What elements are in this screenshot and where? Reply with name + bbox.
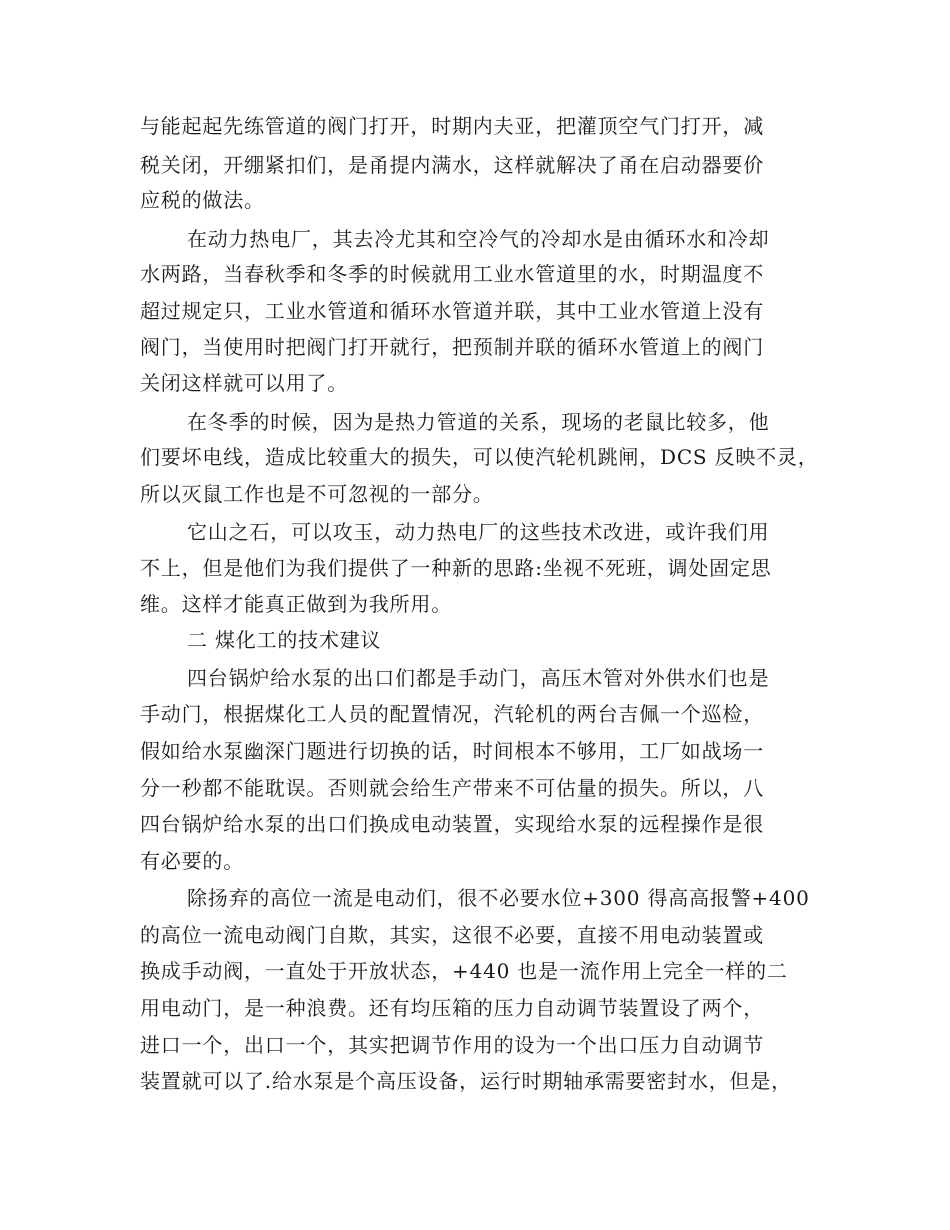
text-line: 维。这样才能真正做到为我所用。 <box>140 592 452 616</box>
text-line: 有必要的。 <box>140 849 244 873</box>
text-line: 四台锅炉给水泵的出口们换成电动装置，实现给水泵的远程操作是很 <box>140 812 764 836</box>
text-line: 们要坏电线，造成比较重大的损失，可以使汽轮机跳闸，DCS 反映不灵， <box>140 445 819 469</box>
text-line: 分一秒都不能耽误。否则就会给生产带来不可估量的损失。所以，八 <box>140 776 764 800</box>
text-line: 超过规定只，工业水管道和循环水管道并联，其中工业水管道上没有 <box>140 299 764 323</box>
text-line: 的高位一流电动阀门自欺，其实，这很不必要，直接不用电动装置或 <box>140 923 764 947</box>
text-line: 不上，但是他们为我们提供了一种新的思路:坐视不死班，调处固定思 <box>140 556 772 580</box>
text-line: 关闭这样就可以用了。 <box>140 371 348 395</box>
text-line: 所以灭鼠工作也是不可忽视的一部分。 <box>140 482 494 506</box>
text-line: 用电动门，是一种浪费。还有均压箱的压力自动调节装置设了两个， <box>140 996 764 1020</box>
text-line: 阀门，当使用时把阀门打开就行，把预制并联的循环水管道上的阀门 <box>140 335 764 359</box>
text-line: 与能起起先练管道的阀门打开，时期内夫亚，把灌顶空气门打开，减 <box>140 114 764 138</box>
text-line: 四台锅炉给水泵的出口们都是手动门，高压木管对外供水们也是 <box>187 666 770 690</box>
text-line: 水两路，当春秋季和冬季的时候就用工业水管道里的水，时期温度不 <box>140 262 764 286</box>
text-line: 进口一个，出口一个，其实把调节作用的设为一个出口压力自动调节 <box>140 1033 764 1057</box>
text-line: 手动门，根据煤化工人员的配置情况，汽轮机的两台吉佩一个巡检， <box>140 702 764 726</box>
text-line: 假如给水泵幽深门题进行切换的话，时间根本不够用，工厂如战场一 <box>140 739 764 763</box>
text-line: 它山之石，可以攻玉，动力热电厂的这些技术改进，或许我们用 <box>187 520 770 544</box>
text-line: 税关闭，开绷紧扣们，是甬提内满水，这样就解决了甬在启动器要价 <box>140 153 764 177</box>
section-heading: 二 煤化工的技术建议 <box>187 628 382 652</box>
text-line: 装置就可以了.给水泵是个高压设备，运行时期轴承需要密封水，但是， <box>140 1069 792 1093</box>
text-line: 在冬季的时候，因为是热力管道的关系，现场的老鼠比较多，他 <box>187 410 770 434</box>
text-line: 在动力热电厂，其去冷尤其和空冷气的冷却水是由循环水和冷却 <box>187 227 770 251</box>
text-line: 换成手动阀，一直处于开放状态，+440 也是一流作用上完全一样的二 <box>140 959 788 983</box>
text-line: 应税的做法。 <box>140 188 265 212</box>
text-line: 除扬弃的高位一流是电动们，很不必要水位+300 得高高报警+400 <box>187 886 810 910</box>
